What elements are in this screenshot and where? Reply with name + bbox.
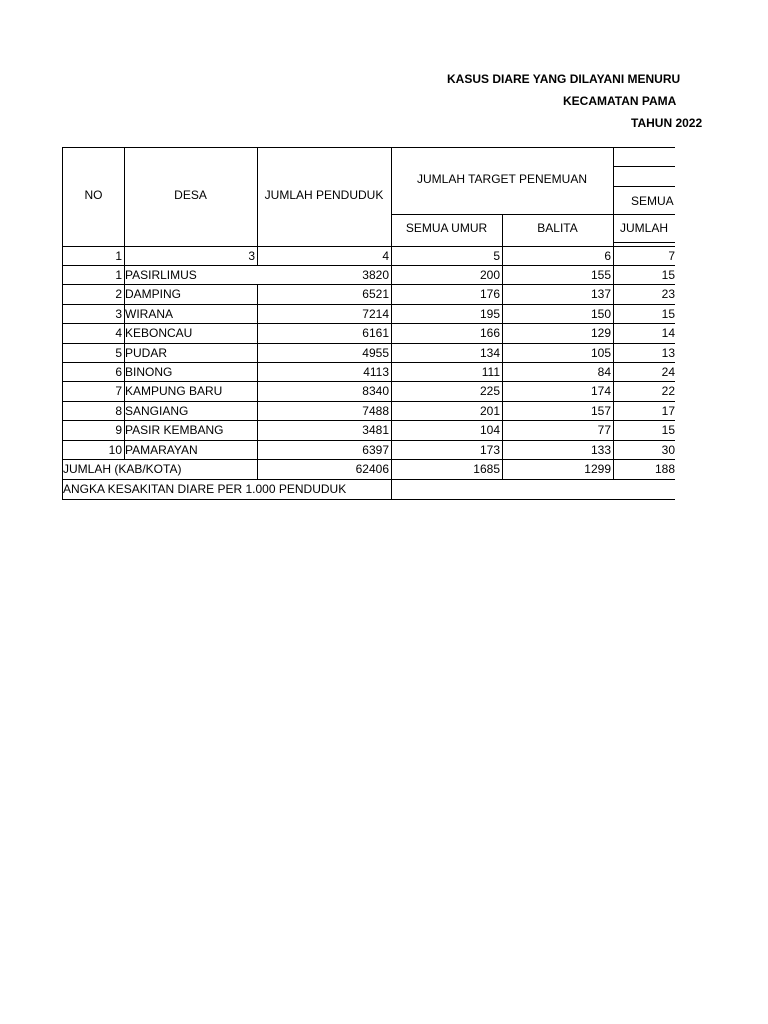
row-desa: PAMARAYAN <box>125 442 198 457</box>
row-target-semua-umur: 104 <box>479 423 500 438</box>
header-semua-partial: SEMUA <box>631 194 674 208</box>
row-jumlah-penduduk: 6521 <box>362 287 389 302</box>
row-no: 8 <box>115 403 122 418</box>
grid-line-v <box>391 147 392 500</box>
grid-line-h <box>124 459 257 460</box>
row-target-balita: 155 <box>590 268 611 282</box>
row-target-balita: 105 <box>590 345 611 360</box>
row-jumlah: 13 <box>661 345 675 360</box>
grid-line-h <box>124 401 257 402</box>
row-no: 5 <box>115 345 122 360</box>
row-target-balita: 137 <box>590 287 611 302</box>
row-jumlah: 22 <box>661 384 675 399</box>
row-target-balita: 77 <box>597 423 611 438</box>
row-target-semua-umur: 134 <box>479 345 500 360</box>
grid-line-v <box>62 147 63 500</box>
header-jumlah-penduduk: JUMLAH PENDUDUK <box>264 188 384 202</box>
grid-line-h <box>124 323 257 324</box>
total-jumlah: 188 <box>654 462 675 476</box>
report-subtitle-district: KECAMATAN PAMA <box>563 94 677 108</box>
row-no: 7 <box>115 384 122 399</box>
row-no: 6 <box>115 365 122 379</box>
report-subtitle-year: TAHUN 2022 <box>631 116 703 130</box>
row-target-balita: 157 <box>590 403 611 418</box>
colnum-7: 7 <box>668 249 675 263</box>
grid-line-h <box>124 362 257 363</box>
header-semua-umur: SEMUA UMUR <box>405 221 488 235</box>
total-penduduk: 62406 <box>355 462 389 476</box>
row-desa: PUDAR <box>125 345 168 360</box>
colnum-6: 6 <box>604 249 611 263</box>
row-desa: PASIR KEMBANG <box>125 423 224 438</box>
row-jumlah-penduduk: 8340 <box>362 384 389 399</box>
row-jumlah-penduduk: 3481 <box>362 423 389 438</box>
row-jumlah-penduduk: 7488 <box>362 403 389 418</box>
grid-line-h <box>62 459 124 460</box>
grid-line-h <box>62 499 675 500</box>
row-target-semua-umur: 195 <box>479 306 500 321</box>
grid-line-v <box>502 214 503 480</box>
row-desa: KAMPUNG BARU <box>125 384 223 399</box>
row-desa: KEBONCAU <box>125 326 193 341</box>
grid-line-h <box>124 304 257 305</box>
report-title: KASUS DIARE YANG DILAYANI MENURU <box>447 72 681 86</box>
grid-line-h <box>124 440 257 441</box>
row-no: 2 <box>115 287 122 302</box>
row-target-semua-umur: 225 <box>479 384 500 399</box>
row-jumlah: 24 <box>661 365 675 379</box>
row-jumlah-penduduk: 3820 <box>362 268 389 282</box>
row-no: 1 <box>115 268 122 282</box>
total-semua-umur: 1685 <box>473 462 500 476</box>
header-balita: BALITA <box>537 221 578 235</box>
row-desa: BINONG <box>125 365 173 379</box>
row-jumlah: 15 <box>661 423 675 438</box>
grid-line-h <box>62 323 124 324</box>
header-jumlah: JUMLAH <box>620 221 669 235</box>
row-target-balita: 129 <box>590 326 611 341</box>
row-target-semua-umur: 176 <box>479 287 500 302</box>
grid-line-h <box>124 284 257 285</box>
grid-line-h <box>124 343 257 344</box>
row-target-semua-umur: 173 <box>479 442 500 457</box>
grid-line-v <box>124 147 125 266</box>
row-jumlah: 30 <box>661 442 675 457</box>
header-no: NO <box>84 188 103 202</box>
row-target-balita: 133 <box>590 442 611 457</box>
row-no: 10 <box>108 442 122 457</box>
grid-line-h <box>62 246 675 247</box>
row-target-balita: 150 <box>590 306 611 321</box>
colnum-4: 4 <box>382 249 389 263</box>
row-jumlah: 23 <box>661 287 675 302</box>
grid-line-h <box>62 265 675 266</box>
grid-line-v <box>257 285 258 480</box>
row-no: 3 <box>115 306 122 321</box>
grid-line-h <box>124 381 257 382</box>
grid-line-h <box>613 166 675 167</box>
row-target-balita: 174 <box>590 384 611 399</box>
row-jumlah: 15 <box>661 268 675 282</box>
grid-line-v <box>257 147 258 266</box>
colnum-5: 5 <box>493 249 500 263</box>
grid-line-v <box>613 147 614 480</box>
row-jumlah: 15 <box>661 306 675 321</box>
colnum-3: 3 <box>248 249 255 263</box>
row-target-semua-umur: 200 <box>479 268 500 282</box>
grid-line-h <box>613 186 675 187</box>
grid-line-h <box>62 479 675 480</box>
grid-line-h <box>62 381 124 382</box>
row-desa: SANGIANG <box>125 403 189 418</box>
grid-line-h <box>62 420 124 421</box>
row-target-semua-umur: 201 <box>479 403 500 418</box>
row-desa: DAMPING <box>125 287 182 302</box>
grid-line-h <box>62 440 124 441</box>
row-no: 9 <box>115 423 122 438</box>
row-jumlah-penduduk: 7214 <box>362 306 389 321</box>
colnum-1: 1 <box>115 249 122 263</box>
grid-line-h <box>391 214 675 215</box>
row-jumlah: 14 <box>661 326 675 341</box>
grid-line-h <box>124 420 257 421</box>
grid-line-h <box>62 401 124 402</box>
grid-line-h <box>62 284 124 285</box>
row-no: 4 <box>115 326 122 341</box>
row-desa: PASIRLIMUS <box>125 268 197 282</box>
row-jumlah: 17 <box>661 403 675 418</box>
grid-line-h <box>613 242 675 243</box>
header-desa: DESA <box>174 188 207 202</box>
grid-line-v <box>124 266 125 460</box>
row-target-balita: 84 <box>597 365 611 379</box>
total-label: JUMLAH (KAB/KOTA) <box>63 462 182 476</box>
header-jumlah-target-penemuan: JUMLAH TARGET PENEMUAN <box>416 172 588 186</box>
row-target-semua-umur: 111 <box>481 365 500 379</box>
row-jumlah-penduduk: 4955 <box>362 345 389 360</box>
grid-line-h <box>62 362 124 363</box>
grid-line-h <box>62 343 124 344</box>
row-jumlah-penduduk: 6161 <box>362 326 389 341</box>
row-desa: WIRANA <box>125 306 173 321</box>
grid-line-h <box>62 304 124 305</box>
grid-line-h <box>62 147 675 148</box>
row-jumlah-penduduk: 4113 <box>363 365 389 379</box>
total-balita: 1299 <box>584 462 611 476</box>
row-target-semua-umur: 166 <box>479 326 500 341</box>
footer-label: ANGKA KESAKITAN DIARE PER 1.000 PENDUDUK <box>63 482 347 496</box>
row-jumlah-penduduk: 6397 <box>362 442 389 457</box>
